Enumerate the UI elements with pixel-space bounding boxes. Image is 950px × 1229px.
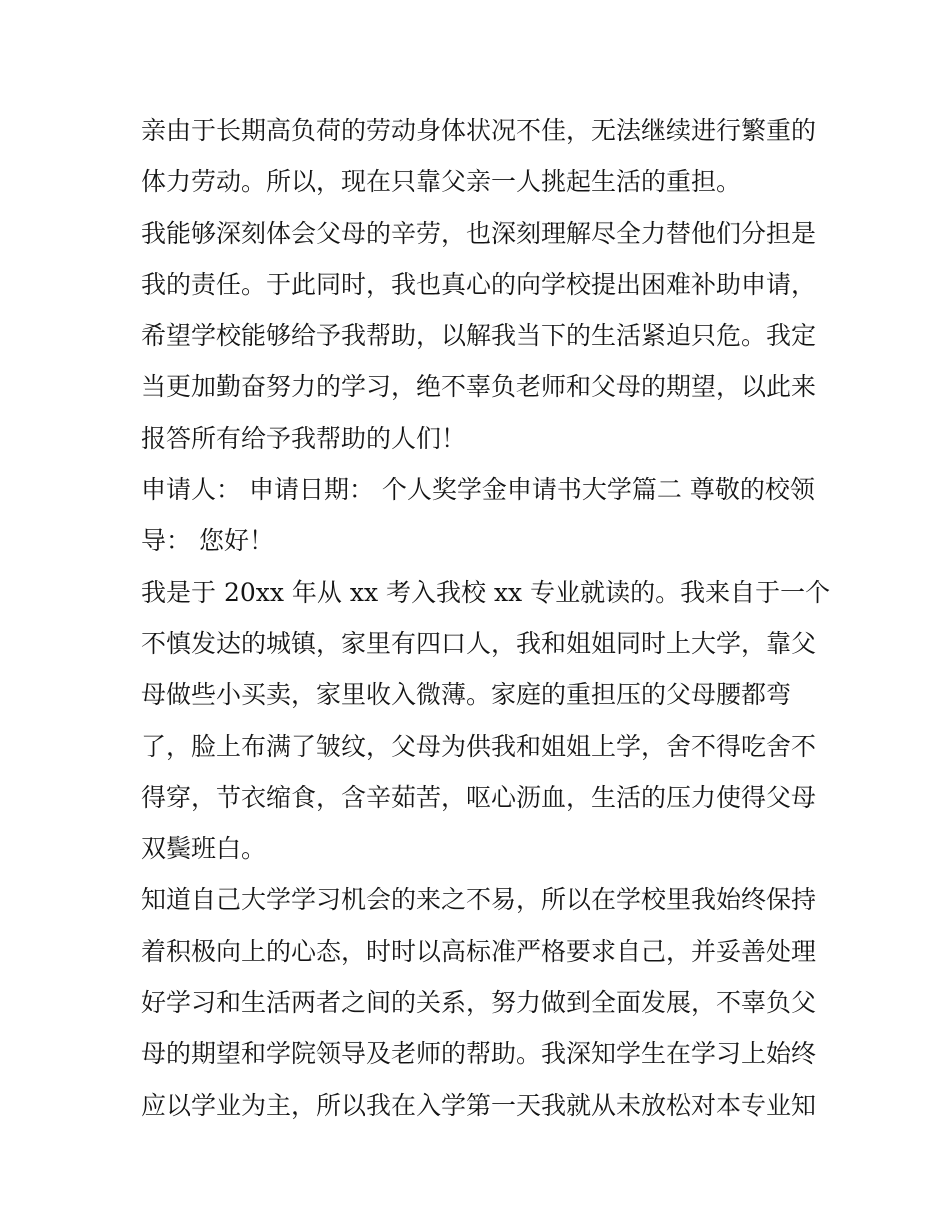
text-line: 报答所有给予我帮助的人们！ [141, 423, 467, 453]
text-line: 着积极向上的心态，时时以高标准严格要求自己，并妥善处理 [141, 936, 817, 966]
text-line: 母的期望和学院领导及老师的帮助。我深知学生在学习上始终 [141, 1039, 817, 1069]
text-line: 亲由于长期高负荷的劳动身体状况不佳，无法继续进行繁重的 [141, 116, 817, 145]
text-line: 知道自己大学学习机会的来之不易，所以在学校里我始终保持 [141, 885, 817, 915]
text-line: 母做些小买卖，家里收入微薄。家庭的重担压的父母腰都弯 [141, 680, 792, 710]
text-line: 当更加勤奋努力的学习，绝不辜负老师和父母的期望，以此来 [141, 372, 817, 402]
text-line: 导： 您好！ [141, 526, 274, 556]
text-line: 我的责任。于此同时，我也真心的向学校提出困难补助申请， [141, 269, 817, 299]
text-line: 了，脸上布满了皱纹，父母为供我和姐姐上学，舍不得吃舍不 [141, 731, 817, 761]
text-line: 应以学业为主，所以我在入学第一天我就从未放松对本专业知 [141, 1090, 817, 1120]
text-line: 希望学校能够给予我帮助，以解我当下的生活紧迫只危。我定 [141, 321, 817, 351]
text-line: 我是于 20xx 年从 xx 考入我校 xx 专业就读的。我来自于一个 [141, 577, 831, 607]
text-line: 双鬓班白。 [141, 834, 267, 864]
text-line: 好学习和生活两者之间的关系，努力做到全面发展，不辜负父 [141, 988, 817, 1018]
text-line: 得穿，节衣缩食，含辛茹苦，呕心沥血，生活的压力使得父母 [141, 782, 817, 812]
text-line: 我能够深刻体会父母的辛劳，也深刻理解尽全力替他们分担是 [141, 218, 817, 248]
text-line: 申请人： 申请日期： 个人奖学金申请书大学篇二 尊敬的校领 [141, 475, 815, 505]
text-line: 不慎发达的城镇，家里有四口人，我和姐姐同时上大学，靠父 [141, 628, 817, 658]
document-body [141, 105, 831, 1131]
text-line: 体力劳动。所以，现在只靠父亲一人挑起生活的重担。 [141, 167, 742, 197]
